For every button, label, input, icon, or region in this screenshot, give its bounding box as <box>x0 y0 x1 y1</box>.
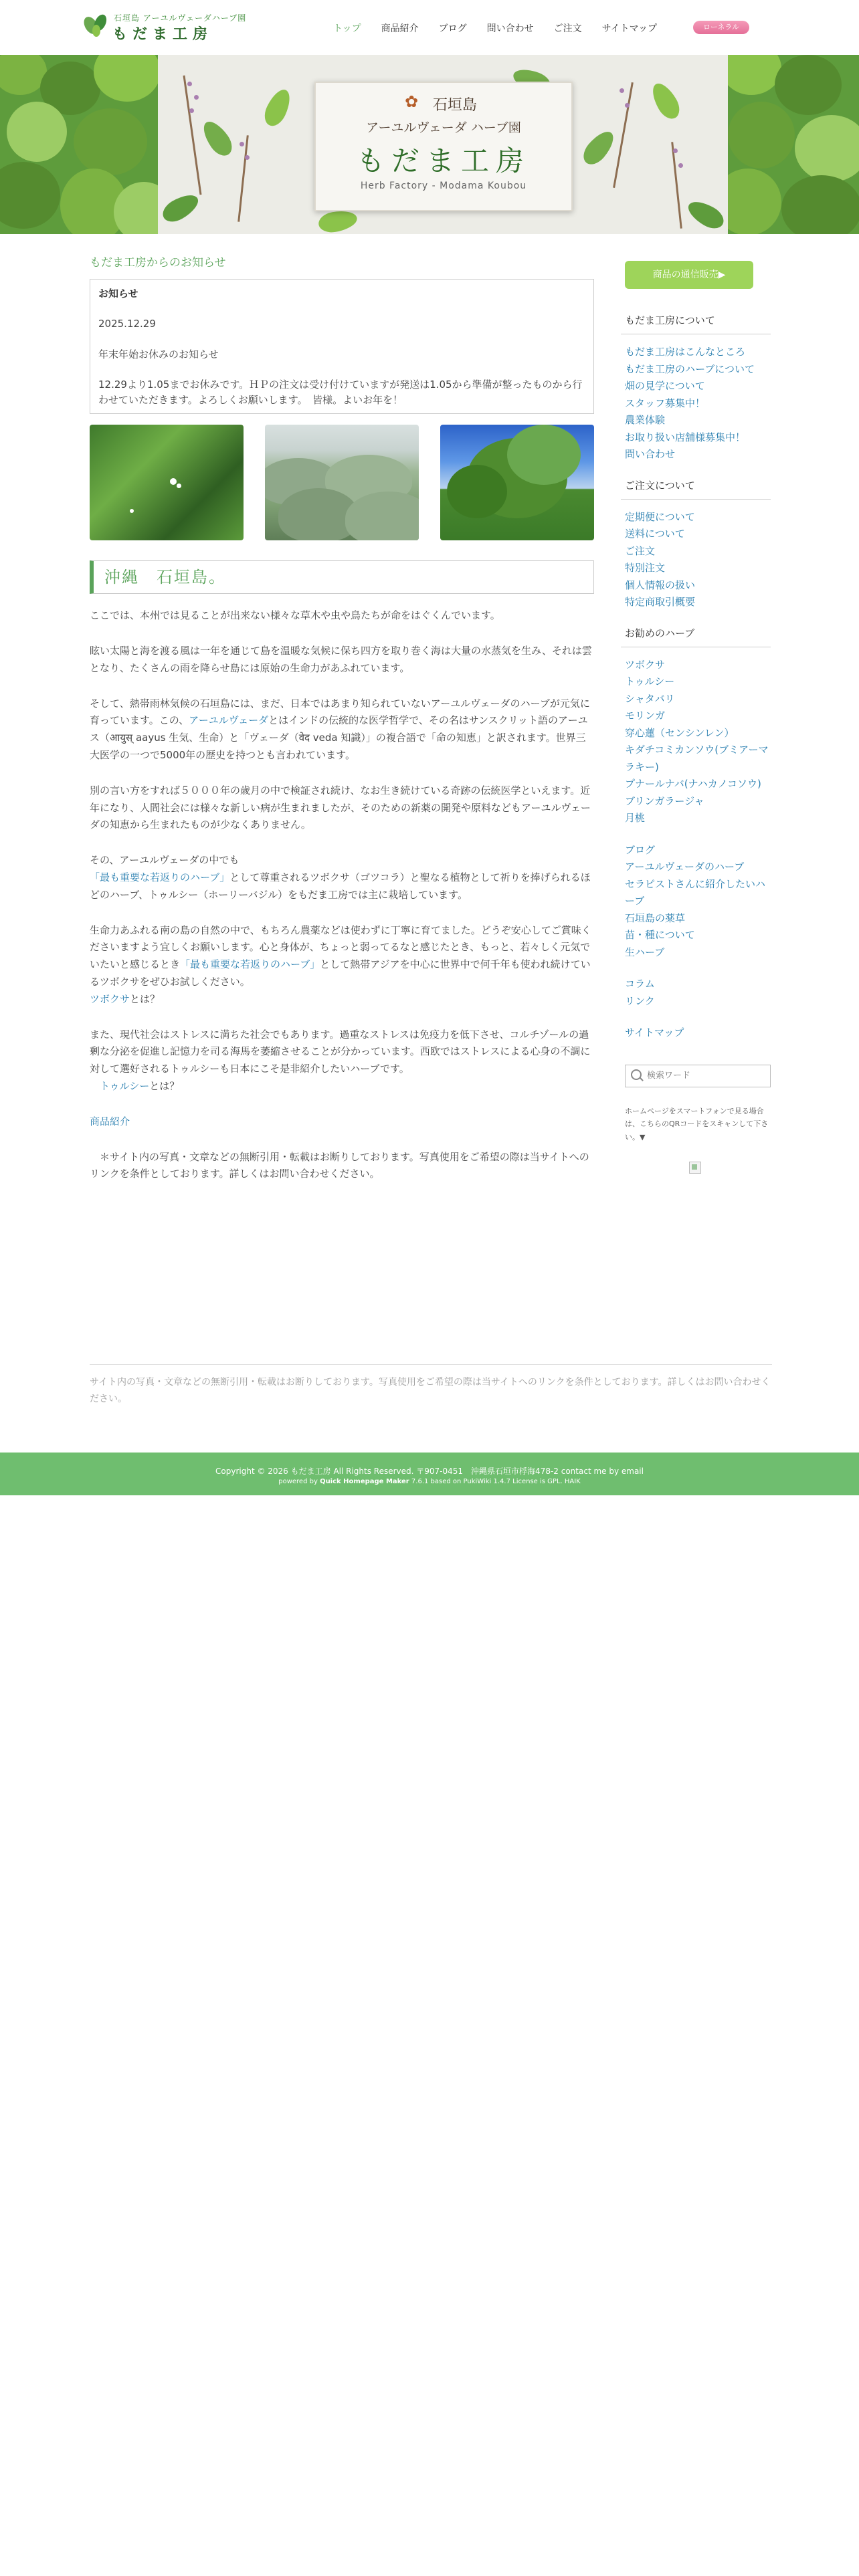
sidebar-item[interactable]: 特別注文 <box>625 562 666 574</box>
search-box <box>625 1065 771 1087</box>
tree-photo <box>440 425 594 540</box>
rejuvenation-herb-link[interactable]: 「最も重要な若返りのハーブ」 <box>90 871 230 884</box>
banner-sign <box>314 82 573 211</box>
banner-island: 石垣島 <box>432 97 477 114</box>
notice-box <box>90 279 594 414</box>
products-link[interactable]: 商品紹介 <box>90 1115 130 1128</box>
search-icon <box>631 1069 642 1080</box>
sidebar-item[interactable]: ブリンガラージャ <box>625 794 704 807</box>
sidebar-item[interactable]: 送料について <box>625 528 685 540</box>
sidebar-heading-order: ご注文について <box>621 478 771 500</box>
logo-subtitle: 石垣島 アーユルヴェーダハーブ園 <box>114 13 247 23</box>
site-logo[interactable] <box>82 11 247 43</box>
sidebar-item[interactable]: ブログ <box>625 843 656 856</box>
sidebar-heading-about: もだま工房について <box>621 313 771 334</box>
sidebar-list-sitemap <box>621 1025 771 1042</box>
rejuvenation-herb-link-2[interactable]: 「最も重要な若返りのハーブ」 <box>180 958 320 971</box>
nav-item-products[interactable]: 商品紹介 <box>381 23 419 34</box>
sidebar-item[interactable]: トゥルシー <box>625 675 675 687</box>
mail-order-button[interactable]: 商品の通信販売▶ <box>625 261 753 289</box>
notice-date: 2025.12.29 <box>98 318 156 330</box>
qhm-link[interactable]: Quick Homepage Maker <box>320 1478 409 1485</box>
banner-subtitle: アーユルヴェーダ ハーブ園 <box>366 120 521 135</box>
sidebar-item[interactable]: 特定商取引概要 <box>625 596 696 608</box>
paragraph: また、現代社会はストレスに満ちた社会でもあります。過重なストレスは免疫力を低下させ、コルチゾールの過剰な分泌を促進し記憶力を司る海馬を萎縮させることが分かっています。西欧ではストレスによる心身の不調に対して選好されるトゥルシーも日本にこそ是非紹介したいハーブです。 トゥルシーとは？ <box>90 1028 591 1092</box>
sidebar-item[interactable]: 月桃 <box>625 812 646 824</box>
banner-title: もだま工房 <box>356 144 531 177</box>
tsubokusa-link[interactable]: ツボクサ <box>90 992 130 1005</box>
copyright-notice: サイト内の写真・文章などの無断引用・転載はお断りしております。写真使用をご希望の際は当サイトへのリンクを条件としております。詳しくはお問い合わせください。 <box>90 1364 772 1408</box>
sidebar-list-misc <box>621 842 771 962</box>
paragraph: その、アーユルヴェーダの中でも 「最も重要な若返りのハーブ」として尊重されるツボクサ（ゴツコラ）と聖なる植物として祈りを捧げられるほどのハーブ、トゥルシー（ホーリーバジル）をもだま工房では主に栽培しています。 <box>90 854 591 901</box>
hero-banner <box>0 55 859 234</box>
sidebar-item[interactable]: セラピストさんに紹介したいハーブ <box>625 877 766 907</box>
main-nav <box>333 20 677 36</box>
section-heading: 沖縄 石垣島。 <box>90 560 594 594</box>
sidebar-item[interactable]: モリンガ <box>625 710 666 722</box>
sidebar-list-herbs <box>621 657 771 827</box>
ayurveda-link[interactable]: アーユルヴェーダ <box>189 714 269 727</box>
nav-item-top[interactable]: トップ <box>333 23 361 34</box>
leaf-logo-icon <box>82 11 111 37</box>
sidebar-item[interactable]: 個人情報の扱い <box>625 578 696 591</box>
sidebar-item[interactable]: 問い合わせ <box>625 448 676 460</box>
sidebar-item[interactable]: 定期便について <box>625 510 695 523</box>
sidebar <box>621 261 771 1174</box>
sidebar-item[interactable]: キダチコミカンソウ(ブミアーマラキー) <box>625 744 769 773</box>
paragraph: 別の言い方をすれば５０００年の歳月の中で検証され続け、なお生き続けている奇跡の伝統医学といえます。近年になり、人間社会には様々な新しい病が生まれましたが、そのための新薬の開発や原料などもアーユルヴェーダの知恵から生まれたものが少なくありません。 <box>90 784 591 831</box>
footer-powered-by: powered by Quick Homepage Maker 7.6.1 based on PukiWiki 1.4.7 License is GPL. HAIK <box>278 1478 581 1485</box>
search-input[interactable] <box>646 1065 769 1087</box>
paragraph: 生命力あふれる南の島の自然の中で、もちろん農薬などは使わずに丁寧に育てました。どうぞ安心してご賞味くださいますよう宜しくお願いします。心と身体が、ちょっと弱ってるなと感じたとき、もっと、若々しく元気でいたいと感じるとき「最も重要な若返りのハーブ」として熱帯アジアを中心に世界中で何千年も使われ続けているツボクサをぜひお試しください。 ツボクサとは？ <box>90 924 591 1005</box>
flower-icon: ✿ <box>405 92 419 111</box>
header-badge-button[interactable]: ローネラル <box>693 21 749 34</box>
qr-instructions: ホームページをスマートフォンで見る場合は、こちらのQRコードをスキャンして下さい。▼ <box>625 1106 769 1142</box>
paragraph: 眩い太陽と海を渡る風は一年を通じて島を温暖な気候に保ち四方を取り巻く海は大量の水蒸気を生み、それは雲となり、たくさんの雨を降らせ島には原始の生命力があふれています。 <box>90 645 592 674</box>
sidebar-item[interactable]: お取り扱い店舗様募集中！ <box>625 431 746 443</box>
paragraph: ＊サイト内の写真・文章などの無断引用・転載はお断りしております。写真使用をご希望の際は当サイトへのリンクを条件としております。詳しくはお問い合わせください。 <box>90 1150 589 1180</box>
banner-english: Herb Factory - Modama Koubou <box>360 181 527 191</box>
paragraph: ここでは、本州では見ることが出来ない様々な草木や虫や鳥たちが命をはぐくんでいます。 <box>90 609 500 622</box>
notice-body: 12.29より1.05までお休みです。ＨＰの注文は受け付けていますが発送は1.05から準備が整ったものから行わせていただきます。よろしくお願いします。 皆様。よいお年を！ <box>98 378 583 406</box>
nav-item-blog[interactable]: ブログ <box>438 23 467 34</box>
site-footer <box>0 1453 859 1495</box>
sidebar-item[interactable]: コラム <box>625 978 655 990</box>
qr-code-image <box>689 1162 701 1174</box>
sidebar-list-order <box>621 509 771 611</box>
sidebar-item-sitemap[interactable]: サイトマップ <box>625 1027 684 1039</box>
sidebar-item[interactable]: 穿心蓮（センシンレン） <box>625 726 735 739</box>
nav-item-order[interactable]: ご注文 <box>553 23 582 34</box>
sidebar-item[interactable]: アーユルヴェーダのハーブ <box>625 861 745 873</box>
sidebar-item[interactable]: シャタバリ <box>625 692 675 705</box>
sidebar-item[interactable]: 石垣島の薬草 <box>625 911 686 924</box>
herb-photo <box>90 425 244 540</box>
nav-item-sitemap[interactable]: サイトマップ <box>601 23 658 34</box>
tulsi-link[interactable]: トゥルシー <box>100 1079 150 1092</box>
paragraph <box>90 1113 594 1131</box>
sidebar-item[interactable]: もだま工房はこんなところ <box>625 346 746 358</box>
notice-title: もだま工房からのお知らせ <box>90 256 226 270</box>
sidebar-item[interactable]: 農業体験 <box>625 414 666 426</box>
sidebar-item[interactable]: 苗・種について <box>625 929 695 941</box>
logo-title: もだま工房 <box>112 26 213 43</box>
sidebar-item[interactable]: 生ハーブ <box>625 946 665 958</box>
sidebar-item[interactable]: 畑の見学について <box>625 380 705 392</box>
main-content <box>90 253 594 1201</box>
nav-item-contact[interactable]: 問い合わせ <box>486 23 534 34</box>
sidebar-heading-herbs: お勧めのハーブ <box>621 626 771 647</box>
sidebar-item[interactable]: ツボクサ <box>625 658 666 671</box>
site-header <box>0 0 859 55</box>
notice-subject: 年末年始お休みのお知らせ <box>98 348 219 360</box>
right-leaf-wall <box>728 55 859 234</box>
left-leaf-wall <box>0 55 158 234</box>
notice-heading: お知らせ <box>98 288 138 300</box>
sidebar-list-about <box>621 344 771 463</box>
footer-copyright: Copyright © 2026 もだま工房 All Rights Reserved. 〒907-0451 沖縄県石垣市桴海478-2 contact me by email <box>215 1467 644 1476</box>
sidebar-item[interactable]: プナールナバ(ナハカノコソウ) <box>625 778 761 790</box>
sidebar-item[interactable]: スタッフ募集中！ <box>625 397 706 409</box>
sidebar-item[interactable]: もだま工房のハーブについて <box>625 362 755 375</box>
sidebar-item[interactable]: ご注文 <box>625 544 656 557</box>
sidebar-list-column <box>621 976 771 1010</box>
intro-text <box>90 607 594 1183</box>
paragraph: そして、熱帯雨林気候の石垣島には、まだ、日本ではあまり知られていないアーユルヴェーダのハーブが元気に育っています。この、アーユルヴェーダとはインドの伝統的な医学哲学で、その名はサンスクリット語のアーユス（आयुस् aayus 生気、生命）と「ヴェーダ（वेद veda 知識）」の複合語で「命の知恵」と訳されます。世界三大医学の一つで5000年の歴史を持つとも言われています。 <box>90 697 590 762</box>
sidebar-item[interactable]: リンク <box>625 994 655 1007</box>
field-photo <box>265 425 419 540</box>
photo-row <box>90 425 594 540</box>
